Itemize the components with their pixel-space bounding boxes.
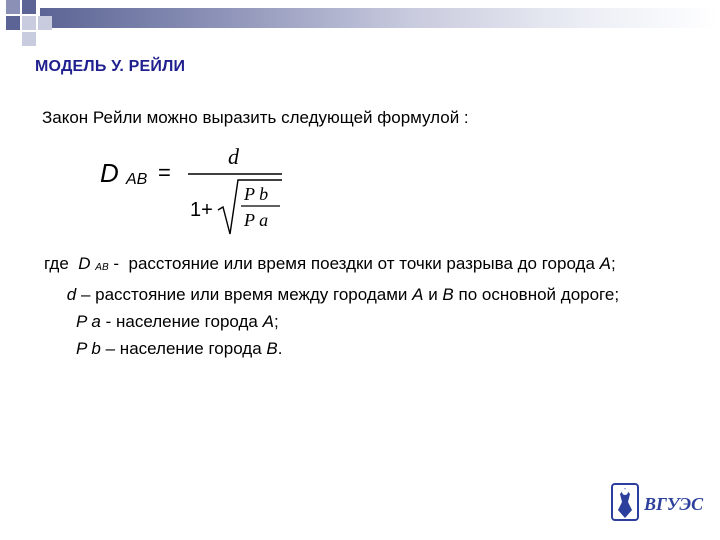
definition-pb <box>44 335 684 362</box>
d-city-b: B <box>442 285 454 304</box>
definition-pa <box>44 308 684 335</box>
d-and: и <box>428 285 438 304</box>
intro-text: Закон Рейли можно выразить следующей формулой : <box>42 108 469 127</box>
decor-square <box>6 16 20 30</box>
d-ab-symbol: D <box>78 254 91 273</box>
formula-denominator-prefix: 1+ <box>190 199 213 221</box>
definition-d-ab <box>44 250 684 281</box>
d-ab-text: расстояние или время поездки от точки разрыва до города <box>128 254 595 273</box>
radicand-bottom: P a <box>244 210 269 230</box>
decor-square <box>22 16 36 30</box>
logo-emblem-icon <box>612 484 638 520</box>
logo-text: ВГУЭС <box>644 494 704 514</box>
d-city-a: A <box>412 285 424 304</box>
d-ab-dash: - <box>113 254 120 273</box>
reilly-formula <box>96 140 326 240</box>
decor-square <box>22 0 36 14</box>
decor-square <box>6 0 20 14</box>
decor-square <box>38 16 52 30</box>
formula-equals: = <box>158 160 171 185</box>
pa-text: - население города <box>105 312 258 331</box>
d-ab-subscript: AB <box>95 262 109 273</box>
d-ab-city: A <box>599 254 611 273</box>
where-word: где <box>44 254 69 273</box>
formula-lhs-sub: AB <box>126 171 148 188</box>
d-text2: по основной дороге; <box>458 285 620 304</box>
formula-numerator: d <box>228 144 239 169</box>
d-text: – расстояние или время между городами <box>80 285 408 304</box>
pb-city: B <box>266 339 278 358</box>
pa-symbol: P a <box>76 312 101 331</box>
header-gradient-bar <box>40 8 720 28</box>
d-symbol: d <box>66 285 77 304</box>
pb-symbol: P b <box>76 339 101 358</box>
formula-lhs-d: D <box>100 158 119 188</box>
d-ab-end: ; <box>611 254 616 273</box>
slide-title: МОДЕЛЬ У. РЕЙЛИ <box>35 58 186 75</box>
radicand-top: P b <box>244 184 269 204</box>
university-logo <box>608 480 708 524</box>
definitions-block <box>44 250 684 362</box>
pb-end: . <box>277 339 283 358</box>
pa-end: ; <box>273 312 279 331</box>
definition-d <box>44 281 684 308</box>
pb-text: – население города <box>105 339 262 358</box>
decor-square <box>22 32 36 46</box>
pa-city: A <box>262 312 274 331</box>
header-decoration <box>0 0 720 48</box>
